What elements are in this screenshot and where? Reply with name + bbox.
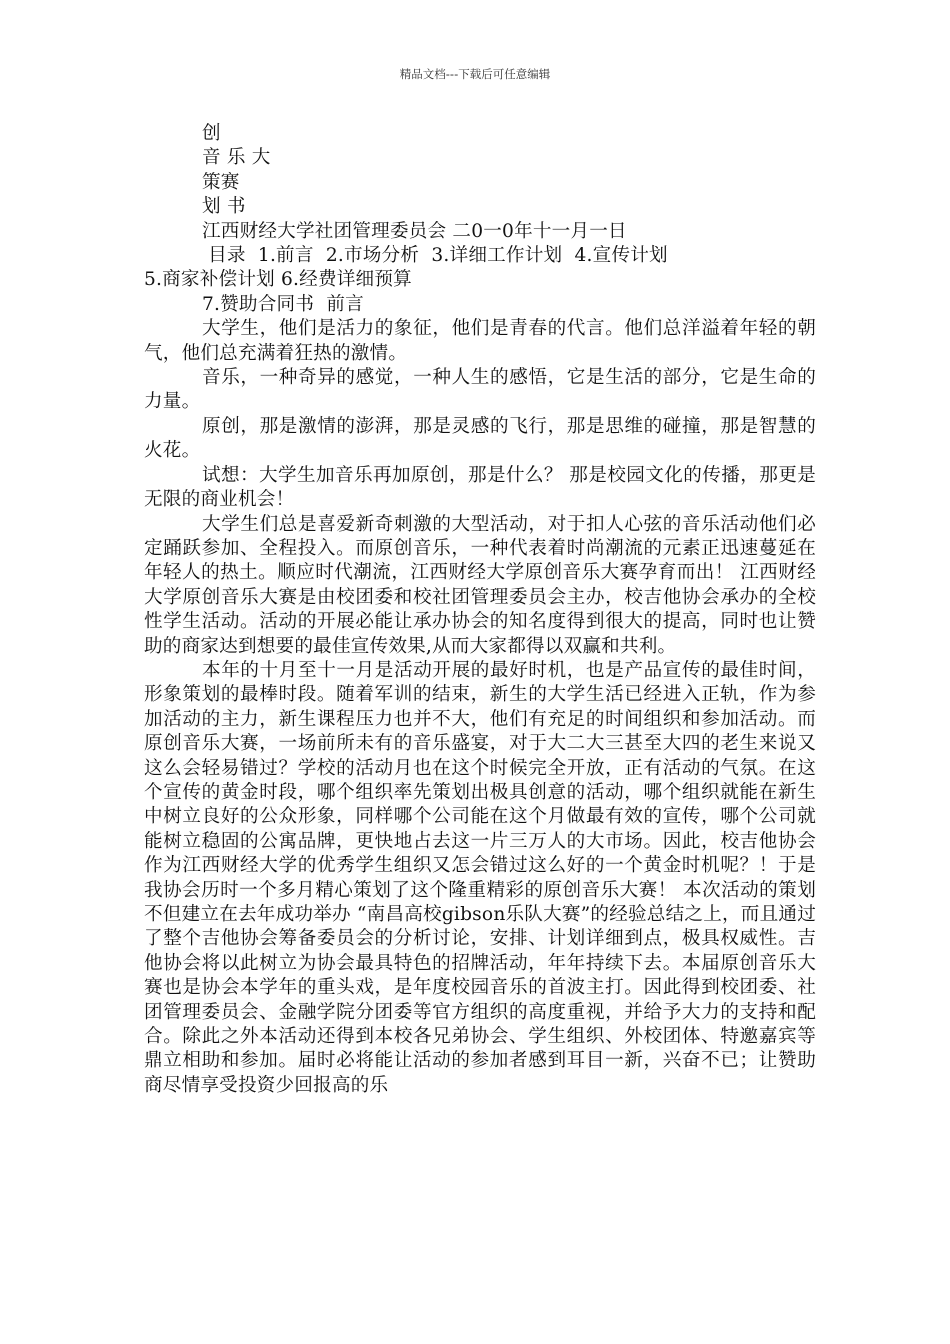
title-line-3: 策赛: [202, 171, 240, 193]
toc-line-3: 7.赞助合同书 前言: [202, 293, 364, 315]
toc-line-1: 目录 1.前言 2.市场分析 3.详细工作计划 4.宣传计划: [202, 245, 668, 267]
paragraph-2: 音乐，一种奇异的感觉，一种人生的感悟，它是生活的部分，它是生命的力量。: [144, 367, 816, 413]
title-line-1: 创: [202, 123, 221, 144]
organization-date: 江西财经大学社团管理委员会 二0一0年十一月一日: [202, 220, 627, 242]
paragraph-3: 原创，那是激情的澎湃，那是灵感的飞行，那是思维的碰撞，那是智慧的火花。: [144, 415, 816, 462]
title-line-2: 音 乐 大: [202, 147, 271, 169]
paragraph-4: 试想：大学生加音乐再加原创，那是什么？ 那是校园文化的传播，那更是无限的商业机会！: [144, 464, 816, 511]
paragraph-6: 本年的十月至十一月是活动开展的最好时机，也是产品宣传的最佳时间，形象策划的最棒时段。随着军训的结束，新生的大学生活已经进入正轨，作为参加活动的主力，新生课程压力也并不大，他们有充足的时间组织和参加活动。而原创音乐大赛，一场前所未有的音乐盛宴，对于大二大三甚至大四的老生来说又这么会轻易错过？学校的活动月也在这个时候完全开放，正有活动的气氛。在这个宣传的黄金时段，哪个组织率先策划出极具创意的活动，哪个组织就能在新生中树立良好的公众形象，同样哪个公司能在这个月做最有效的宣传，哪个公司就能树立稳固的公寓品牌，更快地占去这一片三万人的大市场。因此，校吉他协会作为江西财经大学的优秀学生组织又怎会错过这么好的一个黄金时机呢？！于是我协会历时一个多月精心策划了这个隆重精彩的原创音乐大赛！ 本次活动的策划不但建立在去年成功举办 “南昌高校gibson乐队大赛”的经验总结之上，而且通过了整个吉他协会筹备委员会的分析讨论，安排、计划详细到点，极具权威性。吉他协会将以此树立为协会最具特色的招牌活动，年年持续下去。本届原创音乐大赛也是协会本学年的重头戏，是年度校园音乐的首波主打。因此得到校团委、社团管理委员会、金融学院分团委等官方组织的高度重视，并给予大力的支持和配合。除此之外本活动还得到本校各兄弟协会、学生组织、外校团体、特邀嘉宾等鼎立相助和参加。届时必将能让活动的参加者感到耳目一新，兴奋不已；让赞助商尽情享受投资少回报高的乐: [144, 659, 816, 1096]
paragraph-5: 大学生们总是喜爱新奇刺激的大型活动，对于扣人心弦的音乐活动他们必定踊跃参加、全程投入。而原创音乐，一种代表着时尚潮流的元素正迅速蔓延在年轻人的热土。顺应时代潮流，江西财经大学原创音乐大赛孕育而出！ 江西财经大学原创音乐大赛是由校团委和校社团管理委员会主办，校吉他协会承办的全校性学生活动。活动的开展必能让承办协会的知名度得到很大的提高，同时也让赞助的商家达到想要的最佳宣传效果,从而大家都得以双赢和共利。: [144, 513, 816, 657]
paragraph-1: 大学生，他们是活力的象征，他们是青春的代言。他们总洋溢着年轻的朝气，他们总充满着狂热的激情。: [144, 318, 816, 364]
page-header: 精品文档---下载后可任意编辑: [399, 67, 551, 81]
document-body: [144, 122, 816, 1098]
toc-line-2: 5.商家补偿计划 6.经费详细预算: [144, 269, 412, 291]
title-line-4: 划 书: [202, 196, 246, 218]
